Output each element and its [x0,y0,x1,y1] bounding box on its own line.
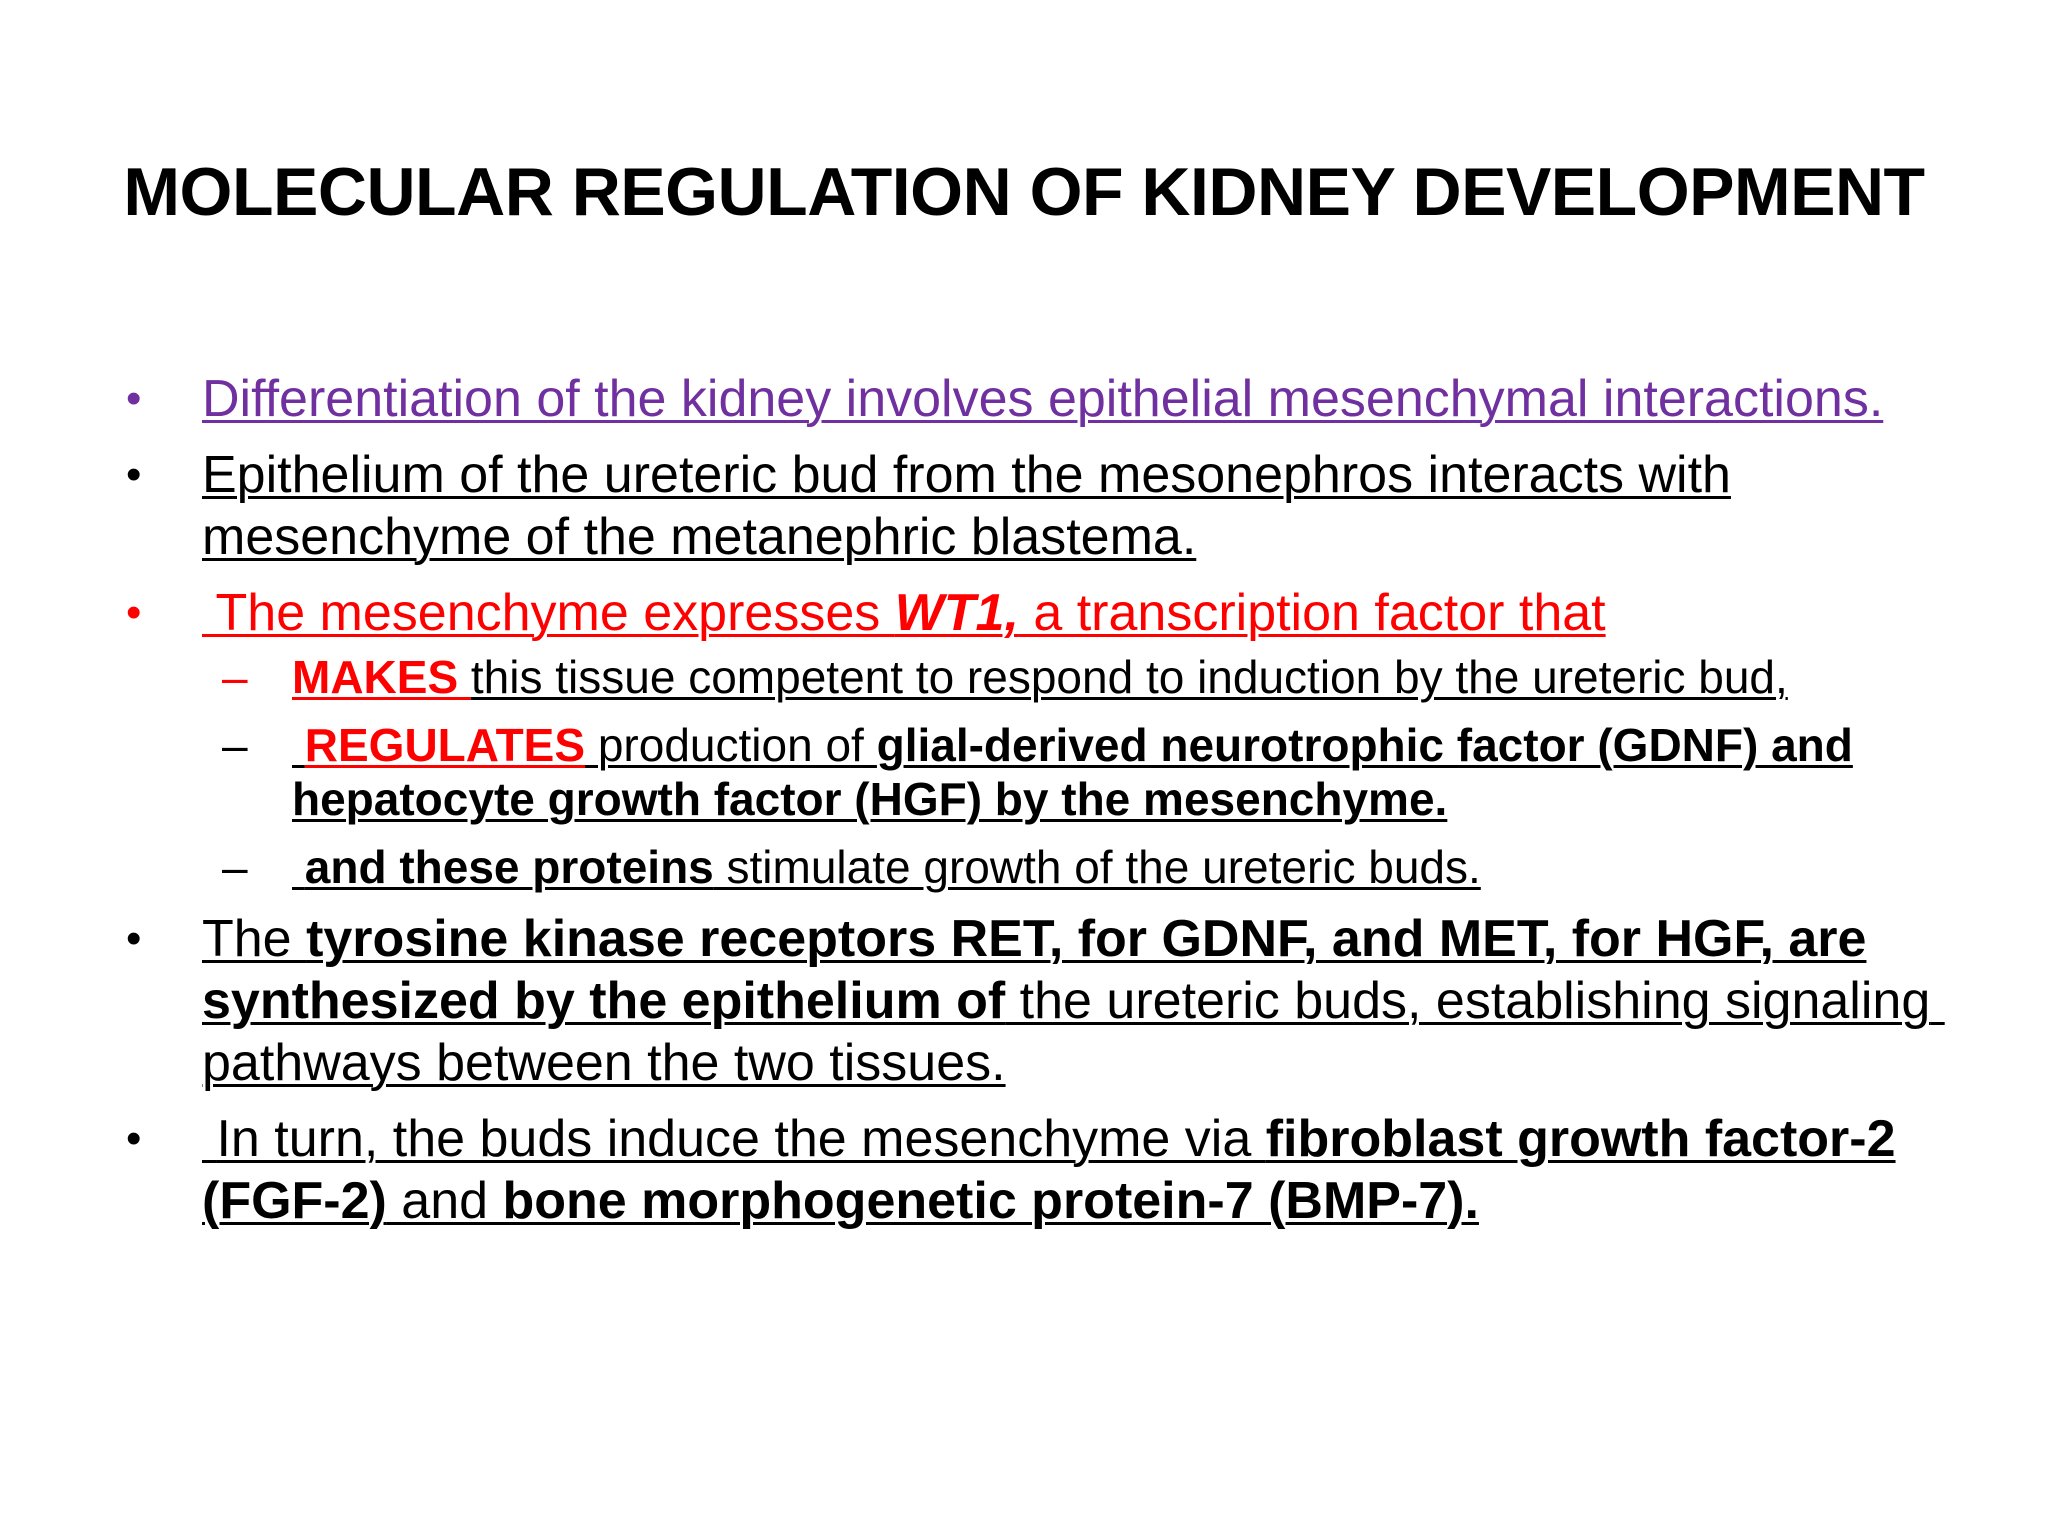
bullet-item-epithelial-interactions [118,368,1948,430]
dash-marker: – [222,719,248,771]
bmp7-text: bone morphogenetic protein-7 (BMP-7). [502,1172,1479,1230]
bullet-text-part: The mesenchyme expresses [202,584,895,642]
bullet-item-fgf-bmp [118,1108,1948,1232]
dash-marker: – [222,651,248,703]
bullet-text-part: and [386,1172,503,1230]
bullet-marker: • [126,450,142,499]
fgf2-text: fibroblast growth factor-2 (FGF-2) [202,1110,1896,1230]
dash-marker: – [222,841,248,893]
regulates-term: REGULATES [304,719,586,771]
subitem-regulates [118,718,1948,826]
bullet-text-part: a transcription factor that [1018,584,1606,642]
subitem-text-bold: and these proteins [292,841,714,893]
receptors-text: tyrosine kinase receptors RET, for GDNF, and MET, for HGF, are synthesized by the epithelium of [202,910,1867,1030]
bullet-marker: • [126,588,142,637]
subitem-spacer [292,719,305,771]
bullet-item-ureteric-bud [118,444,1948,568]
wt1-term: WT1, [894,584,1019,642]
subitem-text: stimulate growth of the ureteric buds. [713,841,1481,893]
subitem-these-proteins [118,840,1948,894]
bullet-text-part: The [202,910,307,968]
growth-factors-text: glial-derived neurotrophic factor (GDNF) and hepatocyte growth factor (HGF) by the mesenchyme. [292,719,1853,825]
bullet-marker: • [126,914,142,963]
makes-term: MAKES [292,651,471,703]
bullet-text: Differentiation of the kidney involves epithelial mesenchymal interactions. [202,370,1884,428]
bullet-marker: • [126,1114,142,1163]
slide-title: MOLECULAR REGULATION OF KIDNEY DEVELOPMENT [123,154,1925,230]
bullet-text-part: the ureteric buds, establishing signaling pathways between the two tissues. [202,972,1945,1092]
subitem-makes [118,650,1948,704]
subitem-text: production of [585,719,877,771]
bullet-list [118,368,1948,1246]
bullet-marker: • [126,374,142,423]
bullet-item-wt1 [118,582,1948,644]
bullet-text-part: In turn, the buds induce the mesenchyme via [202,1110,1266,1168]
bullet-item-tyrosine-kinase [118,908,1948,1094]
bullet-text: Epithelium of the ureteric bud from the mesonephros interacts with mesenchyme of the metanephric blastema. [202,446,1731,566]
subitem-text: this tissue competent to respond to induction by the ureteric bud, [470,651,1788,703]
